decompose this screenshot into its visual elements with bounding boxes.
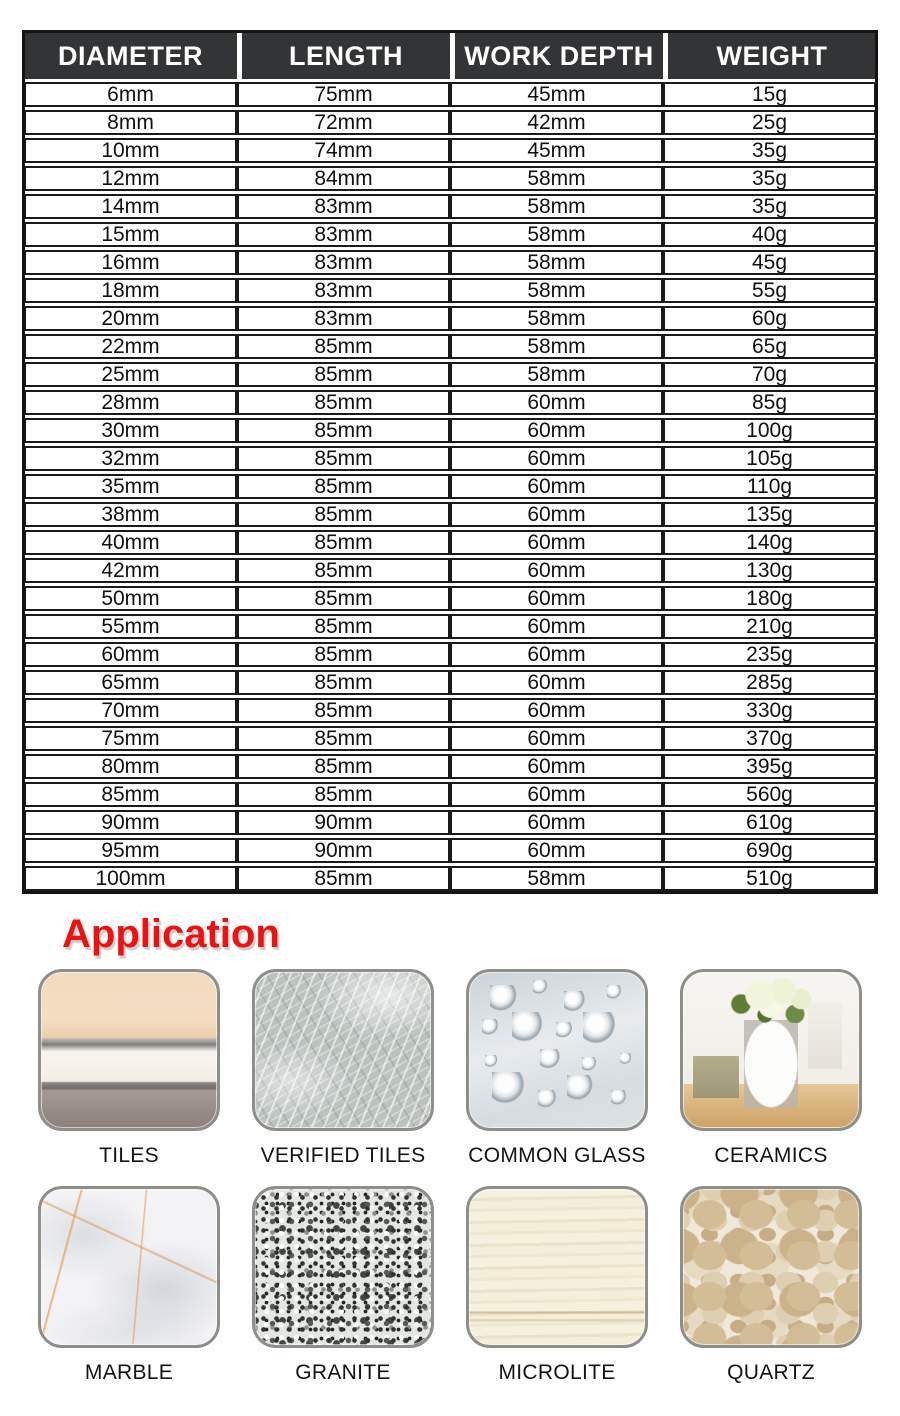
granite-image	[252, 1186, 434, 1348]
spec-cell: 70mm	[24, 698, 237, 723]
verified-tiles-image	[252, 969, 434, 1131]
spec-cell: 100g	[663, 418, 876, 443]
table-row	[24, 446, 876, 471]
spec-cell: 510g	[663, 866, 876, 891]
application-label: TILES	[99, 1144, 159, 1167]
spec-cell: 70g	[663, 362, 876, 387]
spec-cell: 60mm	[450, 614, 663, 639]
table-row	[24, 586, 876, 611]
spec-cell: 85g	[663, 390, 876, 415]
spec-cell: 60mm	[450, 810, 663, 835]
spec-cell: 180g	[663, 586, 876, 611]
spec-cell: 65mm	[24, 670, 237, 695]
spec-cell: 12mm	[24, 166, 237, 191]
spec-cell: 85mm	[237, 446, 450, 471]
table-row	[24, 390, 876, 415]
application-card-common-glass	[454, 969, 660, 1168]
spec-cell: 35mm	[24, 474, 237, 499]
spec-cell: 85mm	[237, 698, 450, 723]
spec-cell: 40mm	[24, 530, 237, 555]
spec-cell: 60mm	[450, 754, 663, 779]
spec-cell: 75mm	[237, 82, 450, 107]
spec-cell: 370g	[663, 726, 876, 751]
spec-cell: 60mm	[450, 418, 663, 443]
spec-cell: 60mm	[450, 698, 663, 723]
table-row	[24, 110, 876, 135]
spec-cell: 32mm	[24, 446, 237, 471]
spec-cell: 60mm	[450, 838, 663, 863]
spec-cell: 235g	[663, 642, 876, 667]
spec-cell: 60mm	[450, 642, 663, 667]
spec-cell: 210g	[663, 614, 876, 639]
spec-cell: 58mm	[450, 866, 663, 891]
spec-cell: 60mm	[450, 502, 663, 527]
spec-cell: 42mm	[24, 558, 237, 583]
spec-table-body	[24, 82, 876, 891]
spec-cell: 90mm	[237, 838, 450, 863]
spec-cell: 22mm	[24, 334, 237, 359]
spec-cell: 60mm	[450, 530, 663, 555]
table-row	[24, 82, 876, 107]
spec-cell: 80mm	[24, 754, 237, 779]
spec-header-cell: LENGTH	[237, 33, 450, 79]
spec-cell: 85mm	[237, 614, 450, 639]
spec-cell: 50mm	[24, 586, 237, 611]
spec-cell: 14mm	[24, 194, 237, 219]
spec-cell: 85mm	[237, 558, 450, 583]
table-row	[24, 530, 876, 555]
spec-cell: 55mm	[24, 614, 237, 639]
spec-cell: 16mm	[24, 250, 237, 275]
table-row	[24, 502, 876, 527]
spec-cell: 58mm	[450, 334, 663, 359]
spec-cell: 84mm	[237, 166, 450, 191]
application-card-verified-tiles	[240, 969, 446, 1168]
table-row	[24, 138, 876, 163]
application-label: QUARTZ	[727, 1361, 815, 1384]
spec-cell: 8mm	[24, 110, 237, 135]
spec-cell: 560g	[663, 782, 876, 807]
table-row	[24, 222, 876, 247]
spec-cell: 75mm	[24, 726, 237, 751]
spec-cell: 60g	[663, 306, 876, 331]
spec-cell: 85mm	[237, 530, 450, 555]
common-glass-image	[466, 969, 648, 1131]
application-label: VERIFIED TILES	[260, 1144, 426, 1167]
spec-cell: 83mm	[237, 222, 450, 247]
spec-cell: 85mm	[237, 502, 450, 527]
spec-cell: 58mm	[450, 250, 663, 275]
spec-cell: 38mm	[24, 502, 237, 527]
spec-cell: 65g	[663, 334, 876, 359]
spec-cell: 58mm	[450, 166, 663, 191]
table-row	[24, 474, 876, 499]
application-label: GRANITE	[295, 1361, 391, 1384]
spec-cell: 130g	[663, 558, 876, 583]
spec-cell: 6mm	[24, 82, 237, 107]
spec-cell: 285g	[663, 670, 876, 695]
table-row	[24, 698, 876, 723]
tiles-image	[38, 969, 220, 1131]
spec-cell: 85mm	[237, 390, 450, 415]
spec-cell: 83mm	[237, 278, 450, 303]
spec-cell: 85mm	[237, 362, 450, 387]
table-row	[24, 166, 876, 191]
spec-cell: 85mm	[237, 642, 450, 667]
table-row	[24, 782, 876, 807]
spec-table	[24, 30, 876, 894]
spec-cell: 45mm	[450, 138, 663, 163]
spec-cell: 35g	[663, 138, 876, 163]
spec-cell: 15g	[663, 82, 876, 107]
application-label: MARBLE	[84, 1361, 174, 1384]
spec-cell: 25mm	[24, 362, 237, 387]
spec-cell: 610g	[663, 810, 876, 835]
table-row	[24, 866, 876, 891]
spec-cell: 330g	[663, 698, 876, 723]
table-row	[24, 250, 876, 275]
spec-cell: 85mm	[237, 586, 450, 611]
spec-cell: 30mm	[24, 418, 237, 443]
quartz-image	[680, 1186, 862, 1348]
spec-cell: 25g	[663, 110, 876, 135]
spec-cell: 83mm	[237, 194, 450, 219]
spec-cell: 60mm	[24, 642, 237, 667]
table-row	[24, 362, 876, 387]
table-row	[24, 670, 876, 695]
table-row	[24, 278, 876, 303]
spec-cell: 110g	[663, 474, 876, 499]
application-label: CERAMICS	[714, 1144, 828, 1167]
application-label: MICROLITE	[498, 1361, 616, 1384]
spec-cell: 85mm	[237, 726, 450, 751]
microlite-image	[466, 1186, 648, 1348]
application-card-ceramics	[668, 969, 874, 1168]
spec-cell: 60mm	[450, 670, 663, 695]
spec-cell: 90mm	[237, 810, 450, 835]
spec-cell: 85mm	[24, 782, 237, 807]
table-row	[24, 810, 876, 835]
application-title: Application	[62, 912, 280, 956]
spec-cell: 58mm	[450, 278, 663, 303]
spec-table-frame	[22, 30, 878, 894]
spec-cell: 18mm	[24, 278, 237, 303]
spec-cell: 60mm	[450, 782, 663, 807]
spec-cell: 60mm	[450, 558, 663, 583]
spec-cell: 10mm	[24, 138, 237, 163]
spec-cell: 58mm	[450, 306, 663, 331]
spec-cell: 55g	[663, 278, 876, 303]
spec-cell: 85mm	[237, 334, 450, 359]
spec-header-row	[24, 33, 876, 79]
spec-cell: 85mm	[237, 782, 450, 807]
spec-cell: 20mm	[24, 306, 237, 331]
application-card-microlite	[454, 1186, 660, 1385]
marble-image	[38, 1186, 220, 1348]
spec-cell: 42mm	[450, 110, 663, 135]
spec-cell: 74mm	[237, 138, 450, 163]
spec-cell: 95mm	[24, 838, 237, 863]
spec-cell: 85mm	[237, 754, 450, 779]
spec-cell: 90mm	[24, 810, 237, 835]
spec-cell: 60mm	[450, 726, 663, 751]
spec-cell: 58mm	[450, 194, 663, 219]
spec-cell: 35g	[663, 194, 876, 219]
application-grid	[22, 969, 878, 1385]
table-row	[24, 614, 876, 639]
table-row	[24, 726, 876, 751]
application-card-tiles	[26, 969, 232, 1168]
spec-cell: 45mm	[450, 82, 663, 107]
spec-cell: 60mm	[450, 586, 663, 611]
spec-cell: 135g	[663, 502, 876, 527]
spec-cell: 60mm	[450, 390, 663, 415]
spec-cell: 395g	[663, 754, 876, 779]
table-row	[24, 642, 876, 667]
table-row	[24, 306, 876, 331]
spec-cell: 83mm	[237, 250, 450, 275]
spec-cell: 40g	[663, 222, 876, 247]
spec-cell: 15mm	[24, 222, 237, 247]
spec-cell: 100mm	[24, 866, 237, 891]
spec-cell: 85mm	[237, 418, 450, 443]
spec-cell: 72mm	[237, 110, 450, 135]
spec-cell: 60mm	[450, 446, 663, 471]
spec-cell: 85mm	[237, 866, 450, 891]
spec-cell: 58mm	[450, 362, 663, 387]
spec-cell: 58mm	[450, 222, 663, 247]
application-card-quartz	[668, 1186, 874, 1385]
table-row	[24, 838, 876, 863]
table-row	[24, 194, 876, 219]
table-row	[24, 558, 876, 583]
spec-cell: 60mm	[450, 474, 663, 499]
spec-cell: 28mm	[24, 390, 237, 415]
table-row	[24, 754, 876, 779]
spec-cell: 45g	[663, 250, 876, 275]
spec-cell: 35g	[663, 166, 876, 191]
spec-cell: 140g	[663, 530, 876, 555]
application-card-granite	[240, 1186, 446, 1385]
application-card-marble	[26, 1186, 232, 1385]
spec-cell: 85mm	[237, 670, 450, 695]
spec-header-cell: WEIGHT	[663, 33, 876, 79]
table-row	[24, 334, 876, 359]
spec-header-cell: WORK DEPTH	[450, 33, 663, 79]
spec-cell: 690g	[663, 838, 876, 863]
spec-cell: 83mm	[237, 306, 450, 331]
application-label: COMMON GLASS	[468, 1144, 646, 1167]
spec-header-cell: DIAMETER	[24, 33, 237, 79]
table-row	[24, 418, 876, 443]
ceramics-image	[680, 969, 862, 1131]
spec-cell: 105g	[663, 446, 876, 471]
spec-cell: 85mm	[237, 474, 450, 499]
